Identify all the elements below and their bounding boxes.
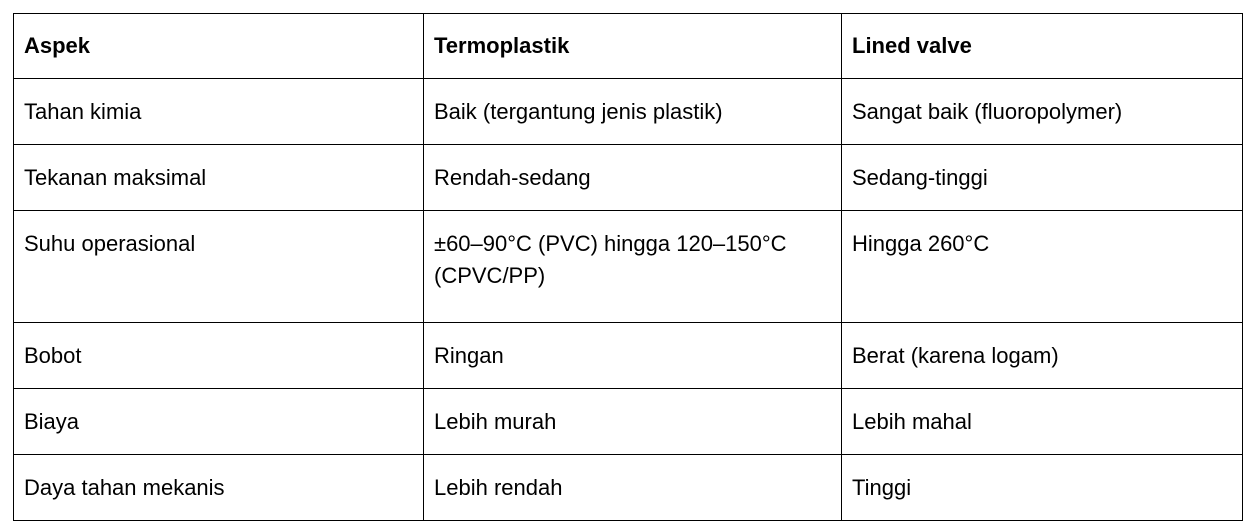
table-header-row bbox=[14, 14, 1243, 79]
table-cell: Berat (karena logam) bbox=[842, 323, 1243, 389]
table-row bbox=[14, 145, 1243, 211]
table-cell: Ringan bbox=[424, 323, 842, 389]
table-cell: Tinggi bbox=[842, 455, 1243, 521]
header-cell-termoplastik: Termoplastik bbox=[424, 14, 842, 79]
table-row bbox=[14, 323, 1243, 389]
table-cell: Tekanan maksimal bbox=[14, 145, 424, 211]
table-cell: Suhu operasional bbox=[14, 211, 424, 323]
table-cell: Lebih mahal bbox=[842, 389, 1243, 455]
table-row bbox=[14, 79, 1243, 145]
table-cell: Sedang-tinggi bbox=[842, 145, 1243, 211]
table-cell: Lebih rendah bbox=[424, 455, 842, 521]
table-cell: Biaya bbox=[14, 389, 424, 455]
table-cell: Hingga 260°C bbox=[842, 211, 1243, 323]
table-cell: Daya tahan mekanis bbox=[14, 455, 424, 521]
table-cell: Baik (tergantung jenis plastik) bbox=[424, 79, 842, 145]
table-cell: Tahan kimia bbox=[14, 79, 424, 145]
table-cell: Rendah-sedang bbox=[424, 145, 842, 211]
table-cell: Lebih murah bbox=[424, 389, 842, 455]
header-cell-aspek: Aspek bbox=[14, 14, 424, 79]
table-cell: Bobot bbox=[14, 323, 424, 389]
table-row bbox=[14, 211, 1243, 323]
comparison-table bbox=[13, 13, 1243, 521]
table-row bbox=[14, 389, 1243, 455]
header-cell-lined-valve: Lined valve bbox=[842, 14, 1243, 79]
table-row bbox=[14, 455, 1243, 521]
table-cell: ±60–90°C (PVC) hingga 120–150°C (CPVC/PP) bbox=[424, 211, 842, 323]
table-cell: Sangat baik (fluoropolymer) bbox=[842, 79, 1243, 145]
